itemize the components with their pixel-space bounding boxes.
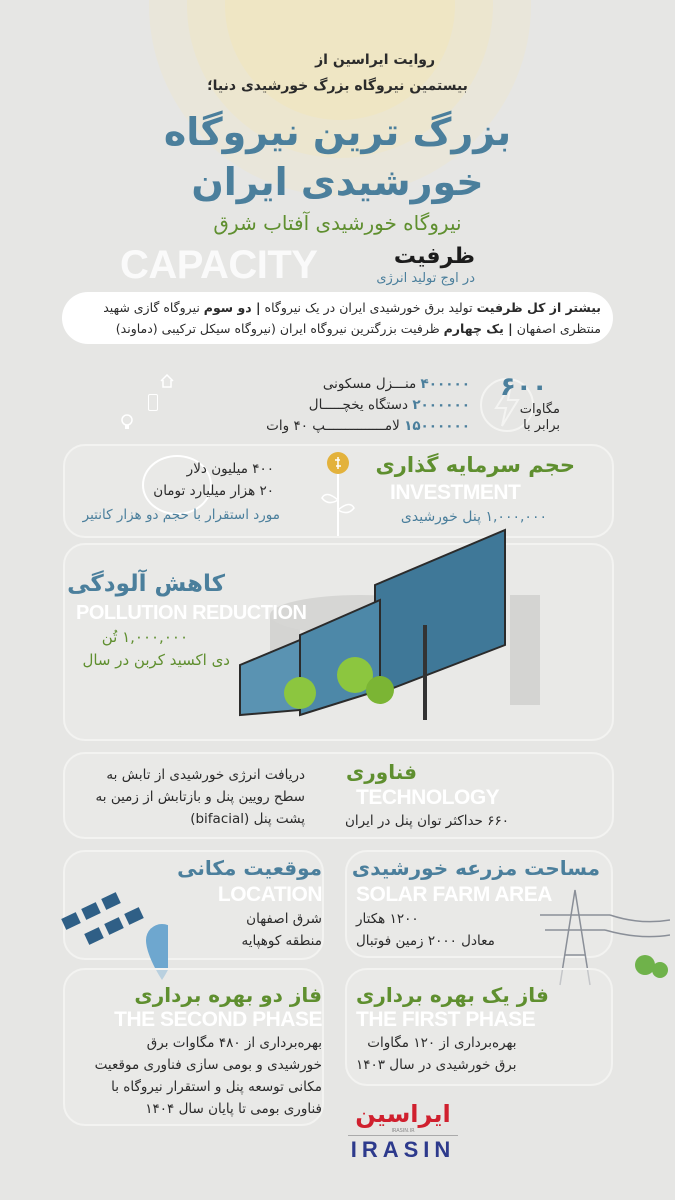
lightbulb-icon	[120, 414, 134, 430]
intro-line-1: روایت ایراسین از	[315, 52, 435, 68]
equivalent-homes	[266, 374, 470, 395]
equivalent-number: ۲۰۰۰۰۰۰	[412, 397, 470, 413]
pollution-title: کاهش آلودگی	[67, 571, 225, 597]
area-en: SOLAR FARM AREA	[356, 883, 552, 906]
area-line-1: ۱۲۰۰ هکتار	[356, 911, 419, 927]
first-phase-desc	[356, 1032, 517, 1076]
capacity-bold-2: | دو سوم	[203, 300, 261, 315]
capacity-text: تولید برق خورشیدی ایران در یک نیروگاه	[260, 300, 477, 315]
equivalent-number: ۴۰۰۰۰۰	[420, 376, 470, 392]
pollution-unit: دی اکسید کربن در سال	[82, 651, 230, 669]
pollution-amount: ۱,۰۰۰,۰۰۰ تُن	[101, 628, 188, 646]
second-phase-desc	[95, 1032, 322, 1120]
technology-desc-3: پشت پنل (bifacial)	[190, 811, 305, 827]
technology-en: TECHNOLOGY	[356, 786, 500, 809]
area-line-2: معادل ۲۰۰۰ زمین فوتبال	[356, 933, 495, 949]
capacity-subtitle: در اوج تولید انرژی	[376, 271, 475, 286]
page-subtitle: نیروگاه خورشیدی آفتاب شرق	[213, 211, 462, 235]
equivalents-list	[266, 374, 470, 437]
desc-line: خورشیدی و بومی سازی فناوری موقعیت	[94, 1057, 322, 1073]
investment-toman: ۲۰ هزار میلیارد تومان	[153, 483, 274, 499]
capacity-bold-1: بیشتر از کل ظرفیت	[476, 300, 601, 315]
capacity-text: منتظری اصفهان	[512, 321, 601, 336]
house-icon	[160, 374, 174, 388]
desc-line: بهره‌برداری از ۱۲۰ مگاوات	[367, 1035, 517, 1051]
investment-panels: ۱,۰۰۰,۰۰۰ پنل خورشیدی	[400, 509, 547, 525]
capacity-description-box	[62, 292, 613, 344]
capacity-en-heading: CAPACITY	[120, 243, 318, 287]
first-phase-en: THE FIRST PHASE	[356, 1008, 536, 1031]
capacity-equals: برابر با	[523, 418, 560, 433]
solar-panels-illustration	[230, 525, 560, 725]
desc-line: بهره‌برداری از ۴۸۰ مگاوات برق	[146, 1035, 322, 1051]
technology-desc-2: سطح رویین پنل و بازتابش از زمین به	[95, 789, 305, 805]
investment-dollars: ۴۰۰ میلیون دلار	[186, 461, 274, 477]
investment-title: حجم سرمایه گذاری	[375, 453, 575, 477]
location-title: موقعیت مکانی	[177, 856, 322, 880]
investment-en: INVESTMENT	[390, 481, 521, 504]
location-line-2: منطقه کوهپایه	[241, 933, 322, 949]
equivalent-number: ۱۵۰۰۰۰۰۰	[404, 418, 470, 434]
pollution-en: POLLUTION REDUCTION	[76, 602, 307, 624]
capacity-text: ظرفیت بزرگترین نیروگاه ایران (نیروگاه سیکل ترکیبی (دماوند)	[115, 321, 444, 336]
location-en: LOCATION	[217, 883, 322, 906]
equivalent-text: لامـــــــــــــــپ ۴۰ وات	[266, 418, 400, 434]
logo-url: IRASIN.IR	[348, 1128, 458, 1136]
intro-line-2: بیستمین نیروگاه بزرگ خورشیدی دنیا؛	[207, 78, 468, 94]
capacity-text: نیروگاه گازی شهید	[103, 300, 204, 315]
second-phase-en: THE SECOND PHASE	[114, 1008, 322, 1031]
logo-fa: ایراسین	[355, 1100, 451, 1128]
coin-plant-icon	[318, 450, 358, 536]
equivalent-fridges	[266, 395, 470, 416]
equivalent-text: منـــزل مسکونی	[322, 376, 417, 392]
capacity-unit: مگاوات	[519, 402, 560, 417]
equivalent-text: دستگاه یخچـــــال	[308, 397, 409, 413]
desc-line: مکانی توسعه پنل و استقرار نیروگاه با	[111, 1079, 322, 1095]
technology-spec: ۶۶۰ حداکثر توان پنل در ایران	[345, 813, 509, 829]
location-line-1: شرق اصفهان	[246, 911, 322, 927]
capacity-title: ظرفیت	[393, 244, 475, 269]
technology-title: فناوری	[345, 760, 417, 784]
capacity-bold-3: | یک چهارم	[443, 321, 513, 336]
technology-desc-1: دریافت انرژی خورشیدی از تابش به	[106, 767, 305, 783]
logo-en: IRASIN	[350, 1137, 456, 1162]
page-title-line-2: خورشیدی ایران	[191, 160, 484, 204]
page-title-line-1: بزرگ ترین نیروگاه	[163, 110, 512, 154]
investment-containers: مورد استقرار با حجم دو هزار کانتیر	[82, 507, 280, 523]
first-phase-title: فاز یک بهره برداری	[356, 983, 549, 1007]
desc-line: فناوری بومی تا پایان سال ۱۴۰۴	[145, 1101, 322, 1117]
desc-line: برق خورشیدی در سال ۱۴۰۳	[356, 1057, 517, 1073]
second-phase-title: فاز دو بهره برداری	[134, 983, 322, 1007]
irasin-logo	[348, 1100, 458, 1164]
fridge-icon	[148, 394, 158, 411]
equivalent-lamps	[266, 416, 470, 437]
area-title: مساحت مزرعه خورشیدی	[351, 856, 600, 880]
capacity-value: ۶۰۰	[500, 372, 548, 402]
